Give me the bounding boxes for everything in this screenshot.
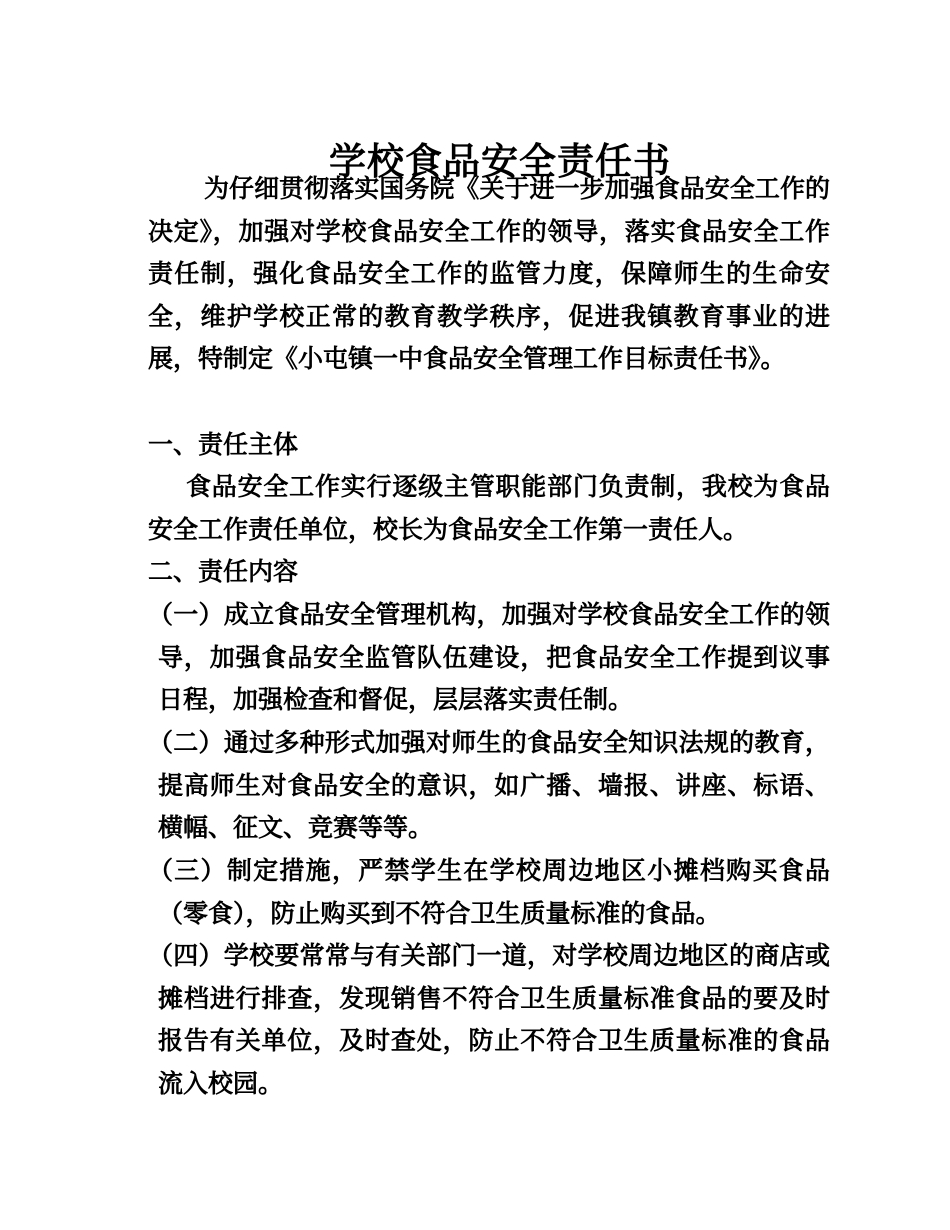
responsibility-item-3: （三）制定措施，严禁学生在学校周边地区小摊档购买食品（零食），防止购买到不符合卫生质量标准的食品。 (148, 856, 830, 928)
section-heading-responsible-party: 一、责任主体 (148, 430, 299, 459)
section-body-responsible-party: 食品安全工作实行逐级主管职能部门负责制，我校为食品安全工作责任单位，校长为食品安全工作第一责任人。 (148, 472, 830, 544)
responsibility-item-2: （二）通过多种形式加强对师生的食品安全知识法规的教育，提高师生对食品安全的意识，如广播、墙报、讲座、标语、横幅、征文、竞赛等等。 (148, 728, 830, 843)
document-title: 学校食品安全责任书 (329, 138, 671, 183)
responsibility-item-1: （一）成立食品安全管理机构，加强对学校食品安全工作的领导，加强食品安全监管队伍建设，把食品安全工作提到议事日程，加强检查和督促，层层落实责任制。 (148, 600, 830, 715)
section-heading-responsibility-content: 二、责任内容 (148, 557, 299, 586)
responsibility-item-4: （四）学校要常常与有关部门一道，对学校周边地区的商店或摊档进行排查，发现销售不符合卫生质量标准食品的要及时报告有关单位，及时查处，防止不符合卫生质量标准的食品流入校园。 (148, 941, 830, 1098)
intro-paragraph: 为仔细贯彻落实国务院《关于进一步加强食品安全工作的决定》，加强对学校食品安全工作的领导，落实食品安全工作责任制，强化食品安全工作的监管力度，保障师生的生命安全，维护学校正常的教育教学秩序，促进我镇教育事业的进展，特制定《小屯镇一中食品安全管理工作目标责任书》。 (148, 174, 830, 374)
